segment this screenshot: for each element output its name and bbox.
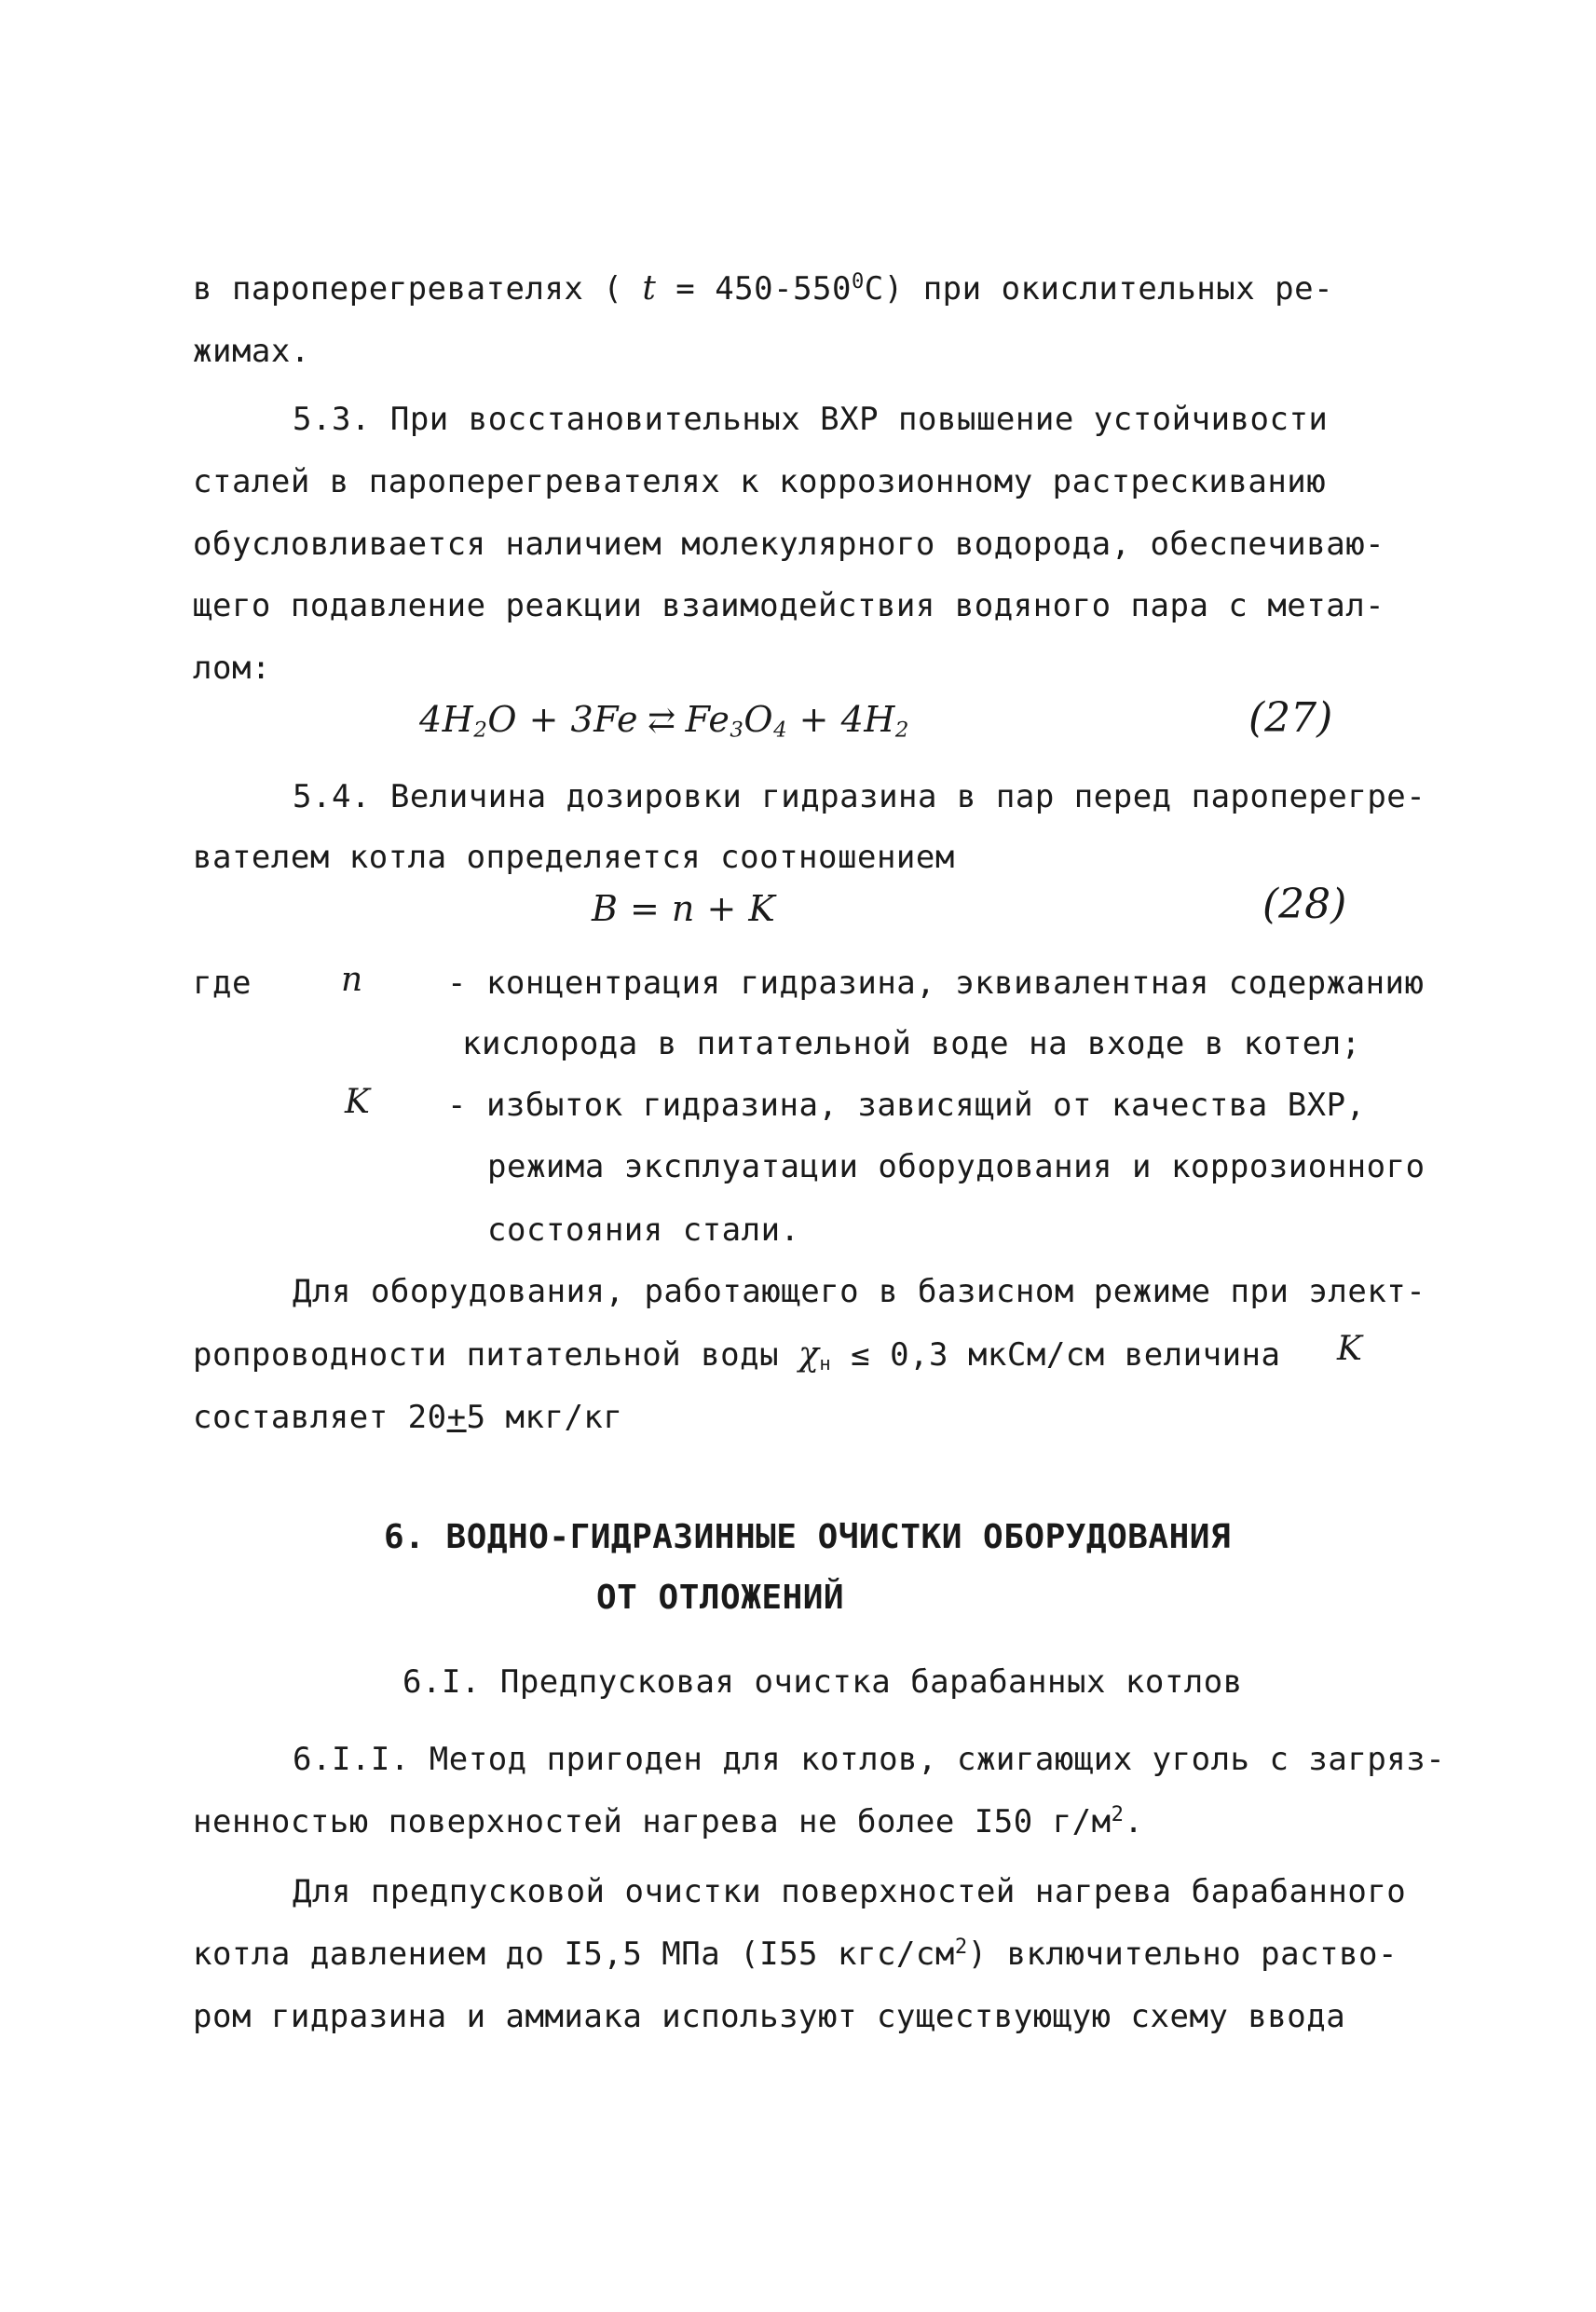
text-fragment: .: [1124, 1803, 1144, 1840]
definition-n: - концентрация гидразина, эквивалентная содержанию: [447, 964, 1425, 1002]
eq-subscript: 2: [894, 718, 909, 743]
text-fragment: в пароперегревателях (: [193, 270, 643, 308]
text-fragment: ропроводности питательной воды: [193, 1336, 799, 1374]
text-line: [193, 270, 1333, 308]
eq-fragment: 4H: [419, 699, 474, 740]
superscript: 2: [954, 1934, 968, 1959]
eq-fragment: Fe: [685, 699, 730, 740]
paragraph-5-3-line: 5.3. При восстановительных ВХР повышение устойчивости: [293, 401, 1329, 438]
equation-number-28: (28): [1262, 881, 1347, 928]
eq-fragment: + 4H: [787, 699, 895, 740]
paragraph-5-4-line: 5.4. Величина дозировки гидразина в пар перед пароперегре-: [293, 778, 1426, 815]
eq-subscript: 4: [773, 718, 788, 743]
variable-n: n: [341, 961, 363, 999]
text-line: сталей в пароперегревателях к коррозионному растрескиванию: [193, 463, 1327, 500]
section-6-title-line2: ОТ ОТЛОЖЕНИЙ: [596, 1579, 845, 1617]
text-line: жимах.: [193, 333, 310, 370]
text-fragment: ненностью поверхностей нагрева не более I50 г/м: [193, 1803, 1112, 1840]
equation-28: B = n + K: [592, 888, 776, 929]
text-line: кислорода в питательной воде на входе в котел;: [462, 1025, 1361, 1062]
subscript: н: [819, 1352, 832, 1375]
text-fragment: котла давлением до I5,5 МПа (I55 кгс/см: [193, 1936, 955, 1973]
eq-fragment: O: [743, 699, 774, 740]
text-line: режима эксплуатации оборудования и коррозионного: [487, 1148, 1425, 1185]
degree-sup: 0: [851, 268, 865, 294]
text-fragment: составляет 20: [193, 1399, 447, 1436]
superscript: 2: [1111, 1801, 1125, 1826]
paragraph-line: Для оборудования, работающего в базисном режиме при элект-: [293, 1273, 1426, 1310]
equation-number-27: (27): [1248, 694, 1333, 742]
where-label: где: [193, 964, 252, 1002]
text-fragment: = 450-550: [656, 270, 852, 308]
subsection-6-1-title: 6.I. Предпусковая очистка барабанных котлов: [402, 1663, 1243, 1701]
equation-27: [419, 699, 909, 743]
temperature-symbol: t: [642, 269, 657, 308]
text-line: обусловливается наличием молекулярного водорода, обеспечиваю-: [193, 526, 1385, 563]
definition-k: - избыток гидразина, зависящий от качества ВХР,: [447, 1087, 1366, 1124]
text-fragment: ) включительно раство-: [967, 1936, 1398, 1973]
reversible-arrow-icon: ⇄: [647, 702, 676, 740]
variable-k: K: [1337, 1330, 1363, 1368]
section-6-title: 6. ВОДНО-ГИДРАЗИННЫЕ ОЧИСТКИ ОБОРУДОВАНИЯ: [384, 1518, 1232, 1556]
plus-minus-sign: +: [446, 1399, 467, 1436]
text-line: [193, 1336, 1280, 1374]
text-line: [193, 1803, 1143, 1840]
variable-k: K: [345, 1083, 371, 1121]
eq-subscript: 2: [473, 718, 488, 743]
text-line: [193, 1399, 622, 1436]
text-line: ром гидразина и аммиака используют существующую схему ввода: [193, 1998, 1346, 2035]
eq-fragment: O + 3Fe: [487, 699, 638, 740]
text-line: состояния стали.: [487, 1211, 800, 1249]
text-line: вателем котла определяется соотношением: [193, 839, 955, 876]
text-line: [193, 1936, 1398, 1973]
text-fragment: C) при окислительных ре-: [864, 270, 1334, 308]
text-line: лом:: [193, 650, 271, 687]
eq-subscript: 3: [730, 718, 744, 743]
paragraph-line: Для предпусковой очистки поверхностей нагрева барабанного: [293, 1873, 1407, 1910]
text-fragment: ≤ 0,3 мкСм/см величина: [831, 1336, 1281, 1374]
paragraph-6-1-1-line: 6.I.I. Метод пригоден для котлов, сжигающих уголь с загряз-: [293, 1741, 1446, 1778]
conductivity-symbol: χ: [798, 1335, 820, 1374]
text-line: щего подавление реакции взаимодействия водяного пара с метал-: [193, 587, 1385, 624]
text-fragment: 5 мкг/кг: [466, 1399, 623, 1436]
